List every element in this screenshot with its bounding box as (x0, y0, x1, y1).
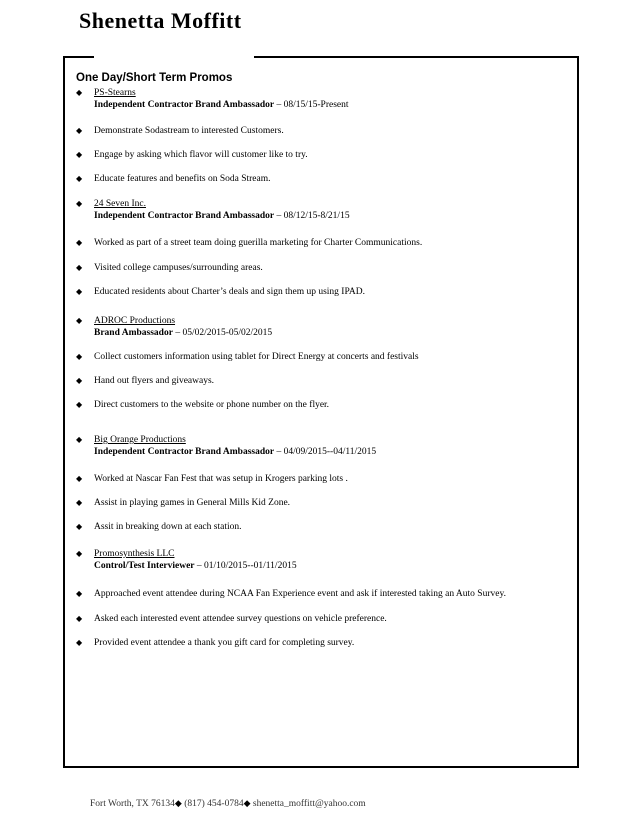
duty-text: Demonstrate Sodastream to interested Customers. (94, 126, 284, 136)
diamond-icon: ◆ (76, 614, 83, 623)
diamond-icon: ◆ (76, 400, 83, 409)
diamond-icon: ◆ (76, 589, 83, 598)
diamond-icon: ◆ (76, 316, 83, 325)
duty-text: Worked at Nascar Fan Fest that was setup in Krogers parking lots . (94, 474, 348, 484)
content-frame (63, 56, 579, 768)
job-company: Promosynthesis LLC (94, 549, 175, 559)
job-company: Big Orange Productions (94, 435, 186, 445)
resume-name: Shenetta Moffitt (79, 8, 242, 33)
footer-email: shenetta_moffitt@yahoo.com (250, 799, 366, 809)
duty-text: Provided event attendee a thank you gift card for completing survey. (94, 638, 355, 648)
job-dates: – 04/09/2015--04/11/2015 (274, 447, 377, 457)
duty-text: Collect customers information using tablet for Direct Energy at concerts and festivals (94, 352, 419, 362)
job-company: ADROC Productions (94, 316, 176, 326)
diamond-icon: ◆ (76, 352, 83, 361)
diamond-icon: ◆ (76, 435, 83, 444)
diamond-icon: ◆ (76, 199, 83, 208)
duty-text: Assit in breaking down at each station. (94, 522, 242, 532)
duty-text: Visited college campuses/surrounding areas. (94, 263, 263, 273)
job-role: Independent Contractor Brand Ambassador (94, 100, 275, 110)
diamond-icon: ◆ (76, 174, 83, 183)
duty-text: Engage by asking which flavor will customer like to try. (94, 150, 308, 160)
section-title: One Day/Short Term Promos (76, 72, 233, 84)
job-role: Control/Test Interviewer (94, 561, 195, 571)
job-dates: – 08/15/15-Present (274, 100, 349, 110)
duty-text: Educated residents about Charter’s deals and sign them up using IPAD. (94, 287, 365, 297)
job-company: PS-Stearns (94, 88, 136, 98)
diamond-icon: ◆ (76, 638, 83, 647)
diamond-icon: ◆ (76, 263, 83, 272)
diamond-icon: ◆ (76, 287, 83, 296)
diamond-icon: ◆ (76, 549, 83, 558)
duty-text: Assist in playing games in General Mills Kid Zone. (94, 498, 291, 508)
job-role: Independent Contractor Brand Ambassador (94, 447, 275, 457)
duty-text: Worked as part of a street team doing guerilla marketing for Charter Communications. (94, 238, 423, 248)
frame-gap (94, 54, 254, 60)
duty-text: Asked each interested event attendee survey questions on vehicle preference. (94, 614, 387, 624)
diamond-icon: ◆ (76, 150, 83, 159)
diamond-icon: ◆ (76, 238, 83, 247)
diamond-icon: ◆ (174, 798, 182, 808)
footer-contact (90, 798, 366, 809)
duty-text: Direct customers to the website or phone number on the flyer. (94, 400, 330, 410)
duty-text: Approached event attendee during NCAA Fan Experience event and ask if interested taking an Auto Survey. (94, 589, 506, 599)
job-dates: – 01/10/2015--01/11/2015 (194, 561, 297, 571)
diamond-icon: ◆ (76, 376, 83, 385)
footer-phone: (817) 454-0784 (181, 799, 244, 809)
job-company: 24 Seven Inc. (94, 199, 146, 209)
diamond-icon: ◆ (76, 498, 83, 507)
diamond-icon: ◆ (243, 798, 251, 808)
diamond-icon: ◆ (76, 88, 83, 97)
job-role: Independent Contractor Brand Ambassador (94, 211, 275, 221)
diamond-icon: ◆ (76, 474, 83, 483)
duty-text: Educate features and benefits on Soda Stream. (94, 174, 271, 184)
job-dates: – 05/02/2015-05/02/2015 (172, 328, 273, 338)
job-dates: – 08/12/15-8/21/15 (274, 211, 350, 221)
diamond-icon: ◆ (76, 522, 83, 531)
duty-text: Hand out flyers and giveaways. (94, 376, 215, 386)
footer-city: Fort Worth, TX 76134 (90, 799, 175, 809)
diamond-icon: ◆ (76, 126, 83, 135)
job-role: Brand Ambassador (94, 328, 173, 338)
